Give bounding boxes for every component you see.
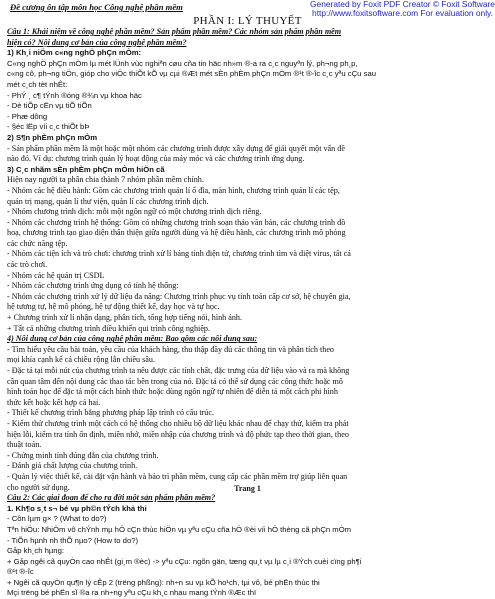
text-line: 2) S¶n phÈm phÇn mÒm [7, 132, 98, 142]
text-line: ®¹t ®-îc [7, 567, 34, 577]
foxit-line-1: Generated by Foxit PDF Creator © Foxit Software [310, 0, 495, 9]
text-line: - Thiết kế chương trình bằng phương pháp lập trình có cấu trúc. [7, 408, 215, 418]
text-line: cần quan tâm đến nội dung các thao tác bên trong của nó. Đặc tả có thể sử dụng các công thức hoặc mô [7, 376, 343, 386]
text-line: quản trị mạng, quản lí thư viện, quản lí các chương trình dịch. [7, 196, 209, 206]
text-line: - Đánh giá chất lượng của chương trình. [7, 461, 138, 471]
text-line: - Phæ dông [7, 111, 48, 121]
text-line: thức kết hoặc kết hợp cả hai. [7, 397, 101, 407]
text-line: thuật toán. [7, 440, 42, 450]
text-line: 1) Kh¸i niÖm c«ng nghÖ phÇn mÒm: [7, 48, 142, 58]
text-line: mọi khía cạnh kể cả chiều rộng lẫn chiều sâu. [7, 355, 155, 365]
text-line: Câu 2: Các giai đoạn để cho ra đời một sản phẩm phần mềm? [7, 493, 216, 503]
text-line: các trò chơi. [7, 260, 48, 270]
text-line: hoạ, chương trình tạo giao diện thân thiện giữa người dùng và hệ điều hành, các chương trình mô phỏng [7, 228, 346, 238]
text-line: Câu 1: Khái niệm về công nghệ phần mềm? Sản phẩm phần mềm? Các nhóm sản phẩm phần mềm [7, 27, 342, 36]
text-line: - Nhóm các hệ quản trị CSDL [7, 270, 105, 280]
text-line: - Nhóm các chương trình xử lý dữ liệu đa năng: Chương trình phục vụ tính toán cấp cơ sở, hệ chuyên gia, [7, 291, 351, 301]
text-line: - Tìm hiểu yêu cầu bài toán, yêu cầu của khách hàng, thu thập đầy đủ các thông tin và phân tích theo [7, 344, 334, 354]
text-line: Mçi trëng bé phËn sÏ ®a ra nh÷ng yªu cÇu kh¸c nhau mang tÝnh ®Æc thï [7, 588, 257, 598]
text-line: 4) Nội dung cơ bản của công nghệ phần mềm: Bao gồm các nội dung sau: [7, 334, 258, 344]
text-line: - Côn lµm g× ? (What to do?) [7, 514, 107, 524]
text-line: hiện có? Nội dung cơ bản của công nghệ phần mềm? [7, 37, 187, 47]
text-line: hệ tương tự, hệ mô phỏng, hệ tự động thiết kế, dạy học và tự học. [7, 302, 220, 312]
text-line: c«ng cô, ph¬ng tiÖn, gióp cho viÖc thiÕt kÕ vµ cµi ®Æt mét sÈn phÈm phÇn mÒm ®¹t ®-îc c¸c yªu cÇu sau [7, 69, 376, 79]
text-line: mét c¸ch tèt nhÊt: [7, 79, 68, 89]
document-body [7, 27, 491, 599]
text-line: + Ngêi cã quyÒn qu¶n lý cÊp 2 (trëng phßng): nh÷n su vµ kÕ ho¹ch, tµi vô, bé phËn thùc thi [7, 577, 320, 587]
text-line: - Chứng minh tính đúng đắn của chương trình. [7, 450, 159, 460]
text-line: - Kiểm thử chương trình một cách có hệ thống cho nhiều bộ dữ liệu khác nhau để chạy thử, kiểm tra phát [7, 418, 349, 428]
foxit-line-2: http://www.foxitsoftware.com For evaluation only. [312, 8, 493, 18]
text-line: cho người sử dụng. [7, 482, 70, 492]
text-line: + Gåp ngêi cã quyÒn cao nhÊt (gi¸m ®èc) -> yªu cÇu: ngõn gän, tæng qu¸t vµ lµ c¸i ®Ých cuèi cïng ph¶i [7, 556, 362, 566]
text-line: hiện lỗi, kiểm tra tính ổn định, miền nhớ, miền nhập của chương trình và độ phức tạp theo thời gian, theo [7, 429, 349, 439]
part-title: PHẦN I: LÝ THUYẾT [193, 15, 302, 27]
text-line: - Quản lý việc thiết kế, cài đặt vận hành và bảo trì phần mềm, cung cấp các phần mềm trợ giúp liên quan [7, 471, 348, 481]
doc-title: Đề cương ôn tập môn học Công nghệ phần mềm [10, 2, 183, 12]
text-line: + Tất cả những chương trình điều khiển qui trình công nghiệp. [7, 323, 211, 333]
text-line: Tªn hiÖu: NhiÖm vô chÝnh mµ hÖ cÇn thùc hiÖn vµ yªu cÇu cña hÖ ®èi víi hÖ thèng cã phÇn mÒm [7, 524, 352, 534]
text-line: - TiÕn hµnh nh thÕ nµo? (How to do?) [7, 535, 139, 545]
text-line: + Chương trình xử lí nhận dạng, phân tích, tổng hợp tiếng nói, hình ảnh. [7, 313, 243, 323]
text-line: các chức năng tệp. [7, 238, 68, 248]
text-line: Gåp kh¸ch hµng: [7, 546, 64, 556]
page-number: Trang 1 [234, 484, 261, 493]
text-line: - Nhóm các hệ điều hành: Gồm các chương trình quản lí ổ đĩa, màn hình, chương trình quản lí các tệp, [7, 185, 340, 195]
text-line: - Nhóm các chương trình hệ thống: Gồm có những chương trình soạn thảo văn bản, các chương trình đồ [7, 217, 346, 227]
text-line: hình toán học để đặc tả một cách hình thức hoặc dùng ngôn ngữ tự nhiên để diễn tả một cách phi hình [7, 387, 338, 397]
text-line: - Nhóm chương trình dịch: mỗi một ngôn ngữ có một chương trình dịch riêng. [7, 207, 262, 217]
text-line: - PhÝ ¸ c¶ tÝnh ®óng ®¾n vµ khoa häc [7, 90, 142, 100]
text-line: - §éc lËp víi c¸c thiÕt bÞ [7, 122, 90, 132]
text-line: nào đó. Ví dụ: chương trình quản lý hoạt động của máy móc và các chương trình ứng dụng. [7, 154, 305, 164]
text-line: C«ng nghÖ phÇn mÒm lµ mét lÜnh vùc nghiªn cøu cña tin häc nh»m ®-a ra c¸c nguyªn lý, ph¬ng ph¸p, [7, 58, 358, 68]
text-line: - Đặc tả tại mỗi nút của chương trình ta nêu được các tính chất, đặc trưng của dữ liệu vào và ra mà không [7, 366, 350, 375]
text-line: - Nhóm các tiện ích và trò chơi: chương trình xử lí bảng tính điện tử, chương trình tìm và diệt virus, tất cả [7, 249, 351, 259]
text-line: - Sản phẩm phần mềm là một hoặc một nhóm các chương trình được xây dựng để giải quyết một vấn đề [7, 143, 345, 153]
text-line: 3) C¸c nhãm sÈn phÈm phÇn mÒm hiÖn cã [7, 164, 165, 174]
text-line: - Dè tiÕp cËn vµ tiÕ tiÕn [7, 101, 92, 111]
text-line: 1. Kh¶o s¸t s¬ bé vµ ph©n tÝch khả thi [7, 503, 147, 513]
text-line: Hiện nay người ta phân chia thành 7 nhóm phần mềm chính. [7, 175, 204, 185]
text-line: - Nhóm các chương trình ứng dụng có tính hệ thống: [7, 281, 179, 291]
